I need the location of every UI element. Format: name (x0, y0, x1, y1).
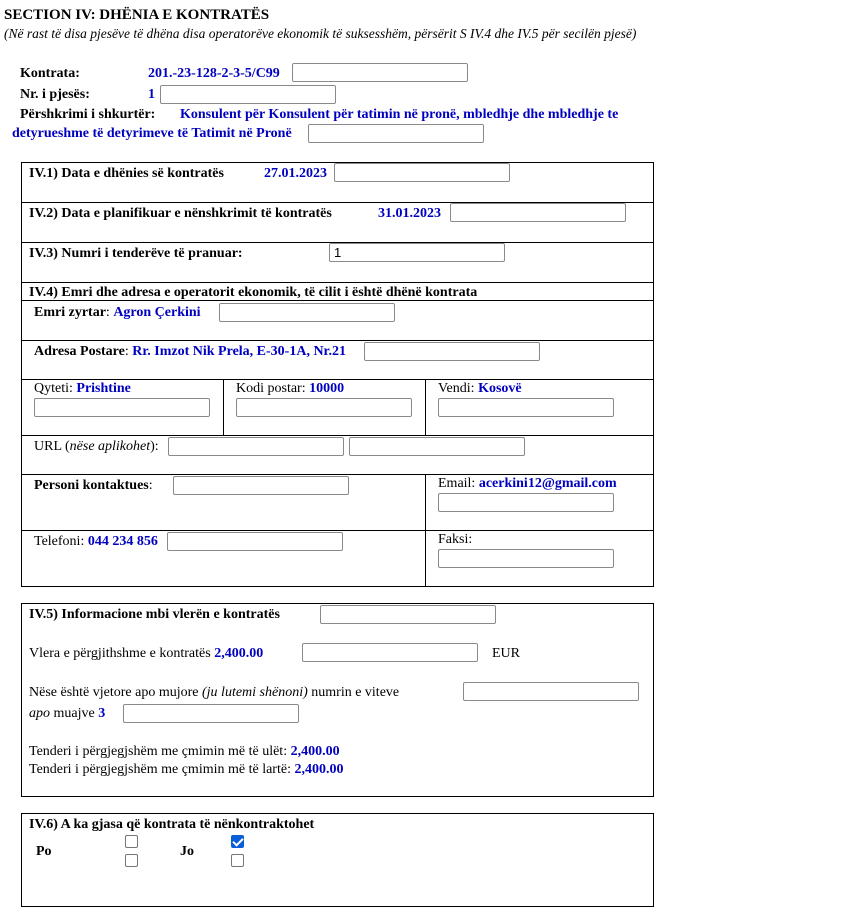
po-checkbox-1[interactable] (125, 835, 138, 848)
vendi-row: Vendi: Kosovë (438, 381, 522, 396)
personi-input[interactable] (173, 476, 349, 495)
iv4-label: IV.4) Emri dhe adresa e operatorit ekonomik, të cilit i është dhënë kontrata (29, 285, 478, 300)
iv6-label: IV.6) A ka gjasa që kontrata të nënkontraktohet (29, 817, 315, 832)
pershkrimi-value-line2: detyrueshme të detyrimeve të Tatimit në Pronë (12, 126, 292, 141)
iv3-input[interactable] (329, 243, 505, 262)
faksi-label: Faksi: (438, 532, 473, 547)
qyteti-input[interactable] (34, 398, 210, 417)
iv3-label: IV.3) Numri i tenderëve të pranuar: (29, 246, 243, 261)
emri-row: Emri zyrtar: Agron Çerkini (34, 305, 201, 320)
url-input-2[interactable] (349, 437, 525, 456)
adresa-input[interactable] (364, 342, 540, 361)
vendi-input[interactable] (438, 398, 614, 417)
section-note: (Në rast të disa pjesëve të dhëna disa operatorëve ekonomik të suksesshëm, përsërit S IV.4 dhe IV.5 për secilën pjesë) (4, 26, 637, 41)
iv1-label: IV.1) Data e dhënies së kontratës (29, 166, 224, 181)
email-row: Email: acerkini12@gmail.com (438, 476, 617, 491)
iv1-value: 27.01.2023 (264, 166, 327, 181)
kontrata-label: Kontrata: (20, 66, 80, 81)
email-input[interactable] (438, 493, 614, 512)
telefoni-input[interactable] (167, 532, 343, 551)
kontrata-input[interactable] (292, 63, 468, 82)
main-table (21, 162, 654, 587)
po-label: Po (36, 844, 52, 859)
url-row: URL (nëse aplikohet): (34, 439, 159, 454)
qyteti-row: Qyteti: Prishtine (34, 381, 131, 396)
iv5-input[interactable] (320, 605, 496, 624)
vjetore-row: Nëse është vjetore apo mujore (ju lutemi shënoni) numrin e viteve (29, 685, 400, 700)
faksi-input[interactable] (438, 549, 614, 568)
adresa-row: Adresa Postare: Rr. Imzot Nik Prela, E-30-1A, Nr.21 (34, 344, 346, 359)
muajve-row: apo muajve 3 (29, 706, 106, 721)
pjese-value: 1 (148, 87, 155, 102)
telefoni-row: Telefoni: 044 234 856 (34, 534, 158, 549)
iv2-label: IV.2) Data e planifikuar e nënshkrimit të kontratës (29, 206, 332, 221)
vlera-row: Vlera e përgjithshme e kontratës 2,400.00 (29, 646, 264, 661)
url-input-1[interactable] (168, 437, 344, 456)
iv5-label: IV.5) Informacione mbi vlerën e kontratës (29, 607, 280, 622)
pershkrimi-input[interactable] (308, 124, 484, 143)
personi-row: Personi kontaktues: (34, 478, 153, 493)
kodi-input[interactable] (236, 398, 412, 417)
iv1-input[interactable] (334, 163, 510, 182)
muajve-input[interactable] (123, 704, 299, 723)
jo-checkbox-2[interactable] (231, 854, 244, 867)
currency-label: EUR (492, 646, 520, 661)
pershkrimi-label: Përshkrimi i shkurtër: (20, 107, 156, 122)
emri-input[interactable] (219, 303, 395, 322)
iv2-input[interactable] (450, 203, 626, 222)
larte-row: Tenderi i përgjegjshëm me çmimin më të lartë: 2,400.00 (29, 762, 344, 777)
viteve-input[interactable] (463, 682, 639, 701)
pjese-label: Nr. i pjesës: (20, 87, 90, 102)
po-checkbox-2[interactable] (125, 854, 138, 867)
section-title: SECTION IV: DHËNIA E KONTRATËS (4, 7, 270, 23)
jo-label: Jo (180, 844, 194, 859)
jo-checkbox-1[interactable] (231, 835, 244, 848)
ulet-row: Tenderi i përgjegjshëm me çmimin më të ulët: 2,400.00 (29, 744, 340, 759)
vlera-input[interactable] (302, 643, 478, 662)
pjese-input[interactable] (160, 85, 336, 104)
pershkrimi-value-line1: Konsulent për Konsulent për tatimin në pronë, mbledhje dhe mbledhje te (180, 107, 619, 122)
kodi-row: Kodi postar: 10000 (236, 381, 345, 396)
iv2-value: 31.01.2023 (378, 206, 441, 221)
kontrata-value: 201.-23-128-2-3-5/C99 (148, 66, 280, 81)
